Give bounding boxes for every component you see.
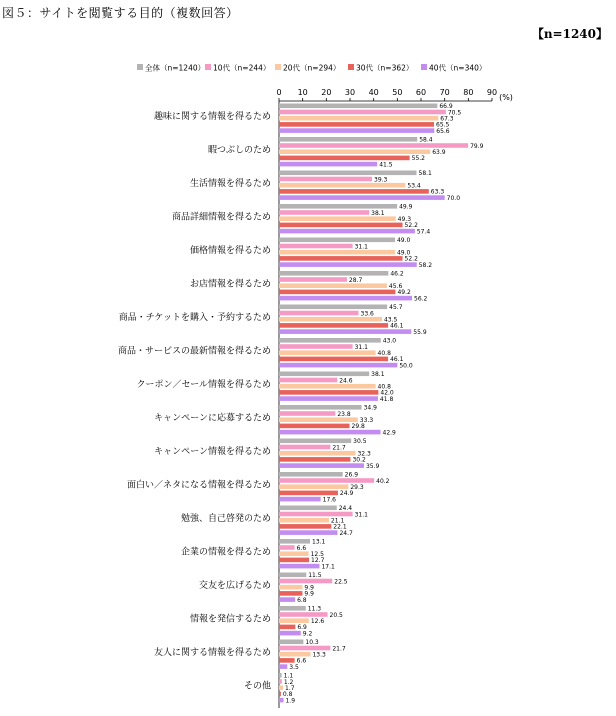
chart-legend [137,63,486,73]
bar-group [190,271,428,303]
bar-value-label: 63.3 [430,188,445,196]
bar-value-label: 46.1 [390,322,404,330]
bar [279,128,434,133]
bar-value-label: 55.9 [413,328,427,336]
bar [279,171,417,176]
bar [279,551,309,556]
category-label: お店情報を得るため [189,279,271,290]
bar [279,305,387,310]
sample-size-label: 【n=1240】 [531,27,608,41]
bar-value-label: 57.4 [416,228,431,236]
x-tick-label: 20 [321,88,332,97]
bar-value-label: 17.1 [321,563,335,571]
bar-value-label: 22.1 [333,523,347,531]
bar-value-label: 9.9 [304,590,314,598]
bar-value-label: 28.7 [348,276,363,284]
bar [279,216,396,221]
category-label: 生活情報を得るため [189,179,271,189]
bar-value-label: 21.7 [332,645,346,653]
bar-value-label: 6.6 [296,657,307,665]
bar [279,512,353,517]
x-tick-label: 90 [486,88,498,97]
bar [279,658,295,663]
bar [279,396,378,401]
bar [279,317,382,322]
bar [279,250,395,255]
bar-value-label: 49.9 [399,203,413,211]
legend-swatch [275,64,281,70]
bar-value-label: 0.8 [282,691,293,699]
bar [279,411,335,416]
x-tick-label: 70 [439,88,450,97]
bar [279,673,282,678]
bar-value-label: 43.0 [382,337,397,345]
bar [279,110,446,115]
bar-group [172,204,430,236]
category-label: 商品・サービスの最新情報を得るため [117,346,271,357]
bar-value-label: 45.7 [389,304,403,312]
bar [279,625,295,630]
bar [279,277,347,282]
legend-entry: 40代（n=340） [429,63,487,73]
category-label: 面白い／ネタになる情報を得るため [126,480,271,491]
bar-value-label: 9.2 [302,630,313,638]
unit-label: (%) [499,93,513,102]
bar-value-label: 1.1 [283,672,294,680]
bar [279,238,395,243]
bar [279,104,437,109]
category-label: 友人に関する情報を得るため [153,648,271,658]
bar [279,204,397,209]
bar-group [154,405,396,437]
bar-value-label: 40.8 [377,383,391,391]
bar [279,329,411,334]
bar-groups [118,103,484,704]
bar [279,591,302,596]
bar-value-label: 29.8 [351,423,365,431]
bar-value-label: 21.7 [332,444,346,452]
bar-value-label: 38.1 [371,371,385,379]
bar [279,424,350,429]
bar-value-label: 58.2 [418,261,433,269]
bar-value-label: 9.9 [304,584,314,592]
bar-value-label: 79.9 [470,142,484,150]
bar [279,679,282,684]
bar [279,545,295,550]
bar-value-label: 70.0 [446,194,461,202]
bar-value-label: 26.9 [344,471,359,479]
x-tick-label: 0 [276,88,282,97]
bar-value-label: 6.6 [296,544,307,552]
bar-value-label: 38.1 [371,209,385,217]
bar [279,618,309,623]
bar-value-label: 23.8 [337,410,351,418]
bar [279,451,355,456]
bar-value-label: 17.6 [322,496,337,504]
figure-title: 図５：サイトを閲覧する目的（複数回答） [2,6,239,20]
category-label: 商品詳細情報を得るため [171,212,271,223]
bar [279,229,415,234]
bar-group [181,505,368,537]
bar [279,698,283,703]
bar-group [190,170,460,202]
category-label: 勉強、自己啓発のため [180,514,271,524]
category-label: キャンペーン情報を得るため [154,447,271,457]
bar-value-label: 43.5 [383,316,398,324]
bar [279,405,362,410]
bar-value-label: 12.7 [311,557,325,565]
bar-group [119,304,427,336]
bar [279,378,337,383]
bar [279,685,283,690]
legend-entry: 10代（n=244） [213,63,271,73]
legend-swatch [137,64,143,70]
bar [279,344,353,349]
category-label: クーポン／セール情報を得るため [136,380,271,390]
bar [279,463,364,468]
x-tick-label: 40 [368,88,379,97]
bar-value-label: 49.2 [397,289,411,297]
category-label: 趣味に関する情報を得るため [153,112,271,122]
bar-value-label: 63.9 [432,149,446,156]
bar [279,116,438,121]
bar-value-label: 6.9 [297,624,307,632]
bar-value-label: 31.1 [354,243,368,251]
bar [279,256,403,261]
bar-value-label: 66.9 [439,103,453,111]
category-label: キャンペーンに応募するため [154,413,271,424]
bar-value-label: 20.5 [329,611,343,619]
category-label: 価格情報を得るため [189,246,271,256]
bar-value-label: 42.9 [382,429,396,437]
bar [279,539,310,544]
bar [279,491,338,496]
bar [279,506,337,511]
bar-value-label: 49.3 [397,216,412,223]
bar [279,524,331,529]
bar [279,597,295,602]
category-label: 情報を発信するため [189,614,271,625]
bar [279,137,417,142]
bar [279,478,374,483]
bar-group [244,673,295,705]
bar-value-label: 6.8 [297,596,307,604]
bar-value-label: 29.3 [350,484,364,491]
bar [279,652,310,657]
bar-group [190,237,432,269]
bar-value-label: 55.2 [411,155,425,163]
bar-value-label: 33.3 [359,417,374,424]
category-label: 交友を広げるため [198,581,271,591]
bar-value-label: 12.6 [310,618,325,625]
bar-group [190,606,343,638]
bar-value-label: 39.3 [374,176,388,184]
bar-value-label: 24.9 [339,490,354,498]
bar [279,612,328,617]
bar-value-label: 30.2 [352,456,366,464]
bar-group [127,472,390,504]
bar-value-label: 31.1 [354,511,368,519]
bar [279,430,381,435]
bar [279,122,434,127]
bar [279,271,388,276]
bar-value-label: 30.5 [353,438,367,446]
bar [279,579,332,584]
bar [279,210,369,215]
bar [279,631,301,636]
bar [279,585,302,590]
bar [279,223,403,228]
legend-swatch [421,64,427,70]
bar-value-label: 46.2 [390,270,404,278]
bar-value-label: 52.2 [404,255,418,263]
bar-value-label: 13.3 [312,651,326,659]
bar [279,372,369,377]
bar [279,363,397,368]
legend-swatch [348,64,354,70]
bar-value-label: 13.1 [312,538,326,546]
bar [279,390,378,395]
bar [279,640,303,645]
bar [279,497,321,502]
bar [279,530,337,535]
bar [279,156,410,161]
bar-value-label: 32.3 [357,450,371,458]
bar [279,143,468,148]
bar-value-label: 70.5 [447,109,462,117]
category-label: 企業の情報を得るため [180,547,271,558]
bar [279,189,429,194]
bar-value-label: 1.7 [285,685,295,692]
bar-value-label: 58.1 [418,170,432,178]
bar [279,573,306,578]
bar-value-label: 31.1 [354,343,368,351]
category-label: その他 [243,681,271,692]
bar-group [181,539,335,571]
x-tick-label: 50 [392,88,403,97]
bar-value-label: 41.5 [379,161,393,169]
bar-value-label: 21.1 [330,517,345,525]
bar-value-label: 22.5 [334,578,348,586]
x-tick-label: 30 [344,88,356,97]
bar [279,564,319,569]
bar-value-label: 10.3 [305,639,319,647]
bar [279,350,376,355]
category-label: 商品・チケットを購入・予約するため [118,313,271,323]
bar-value-label: 40.8 [377,350,391,357]
bar [279,244,353,249]
bar-value-label: 11.3 [307,605,322,613]
legend-entry: 20代（n=294） [283,63,341,73]
bar-group [199,572,348,604]
bar-group [154,103,461,135]
bar [279,296,412,301]
bar-value-label: 65.5 [436,121,450,129]
bar [279,457,350,462]
bar-value-label: 56.2 [414,295,428,303]
x-tick-label: 60 [415,88,427,97]
bar [279,606,306,611]
bar-value-label: 11.5 [308,572,322,580]
bar [279,323,388,328]
bar [279,311,359,316]
legend-entry: 全体（n=1240） [145,63,206,73]
bar [279,417,358,422]
bar-group [154,438,379,470]
bar-value-label: 24.6 [339,377,353,385]
bar [279,484,348,489]
bar [279,283,387,288]
bar [279,162,377,167]
legend-swatch [205,64,211,70]
bar-group [118,338,413,370]
bar-group [154,639,346,671]
bar-value-label: 1.9 [285,697,296,705]
bar-value-label: 3.5 [289,663,299,671]
bar [279,692,281,697]
bar-value-label: 41.8 [379,395,394,403]
bar [279,177,372,182]
bar-value-label: 50.0 [399,362,413,370]
bar-value-label: 45.6 [388,283,403,290]
bar [279,357,388,362]
bar [279,518,329,523]
bar-value-label: 49.0 [396,249,411,257]
bar [279,646,330,651]
bar [279,439,351,444]
bar-value-label: 42.0 [380,389,394,397]
bar-value-label: 52.2 [404,222,418,230]
bar [279,195,445,200]
bar-value-label: 46.1 [390,356,404,364]
bar-value-label: 24.7 [339,529,353,537]
bar [279,445,330,450]
bar-value-label: 34.9 [363,404,377,412]
bar [279,472,343,477]
bar-value-label: 24.4 [338,505,353,513]
bar-value-label: 49.0 [396,237,411,245]
bar [279,183,405,188]
bar-value-label: 12.5 [310,551,324,558]
bar-value-label: 33.6 [360,310,374,318]
bar-value-label: 67.3 [440,115,454,123]
bar [279,338,381,343]
bar-value-label: 53.4 [407,182,421,190]
bar [279,558,309,563]
bar-value-label: 58.4 [419,136,433,144]
bar [279,149,430,154]
x-tick-label: 10 [297,88,308,97]
bar-group [208,137,484,169]
bar [279,262,417,267]
bar-group [137,371,394,403]
bar [279,290,395,295]
x-tick-label: 80 [463,88,474,97]
bar [279,664,287,669]
legend-entry: 30代（n=362） [356,63,414,73]
category-label: 暇つぶしのため [207,145,271,156]
bar-value-label: 40.2 [376,477,390,485]
bar [279,384,376,389]
bar-value-label: 35.9 [365,462,380,470]
bar-value-label: 1.2 [283,678,294,686]
bar-value-label: 65.6 [436,127,450,135]
